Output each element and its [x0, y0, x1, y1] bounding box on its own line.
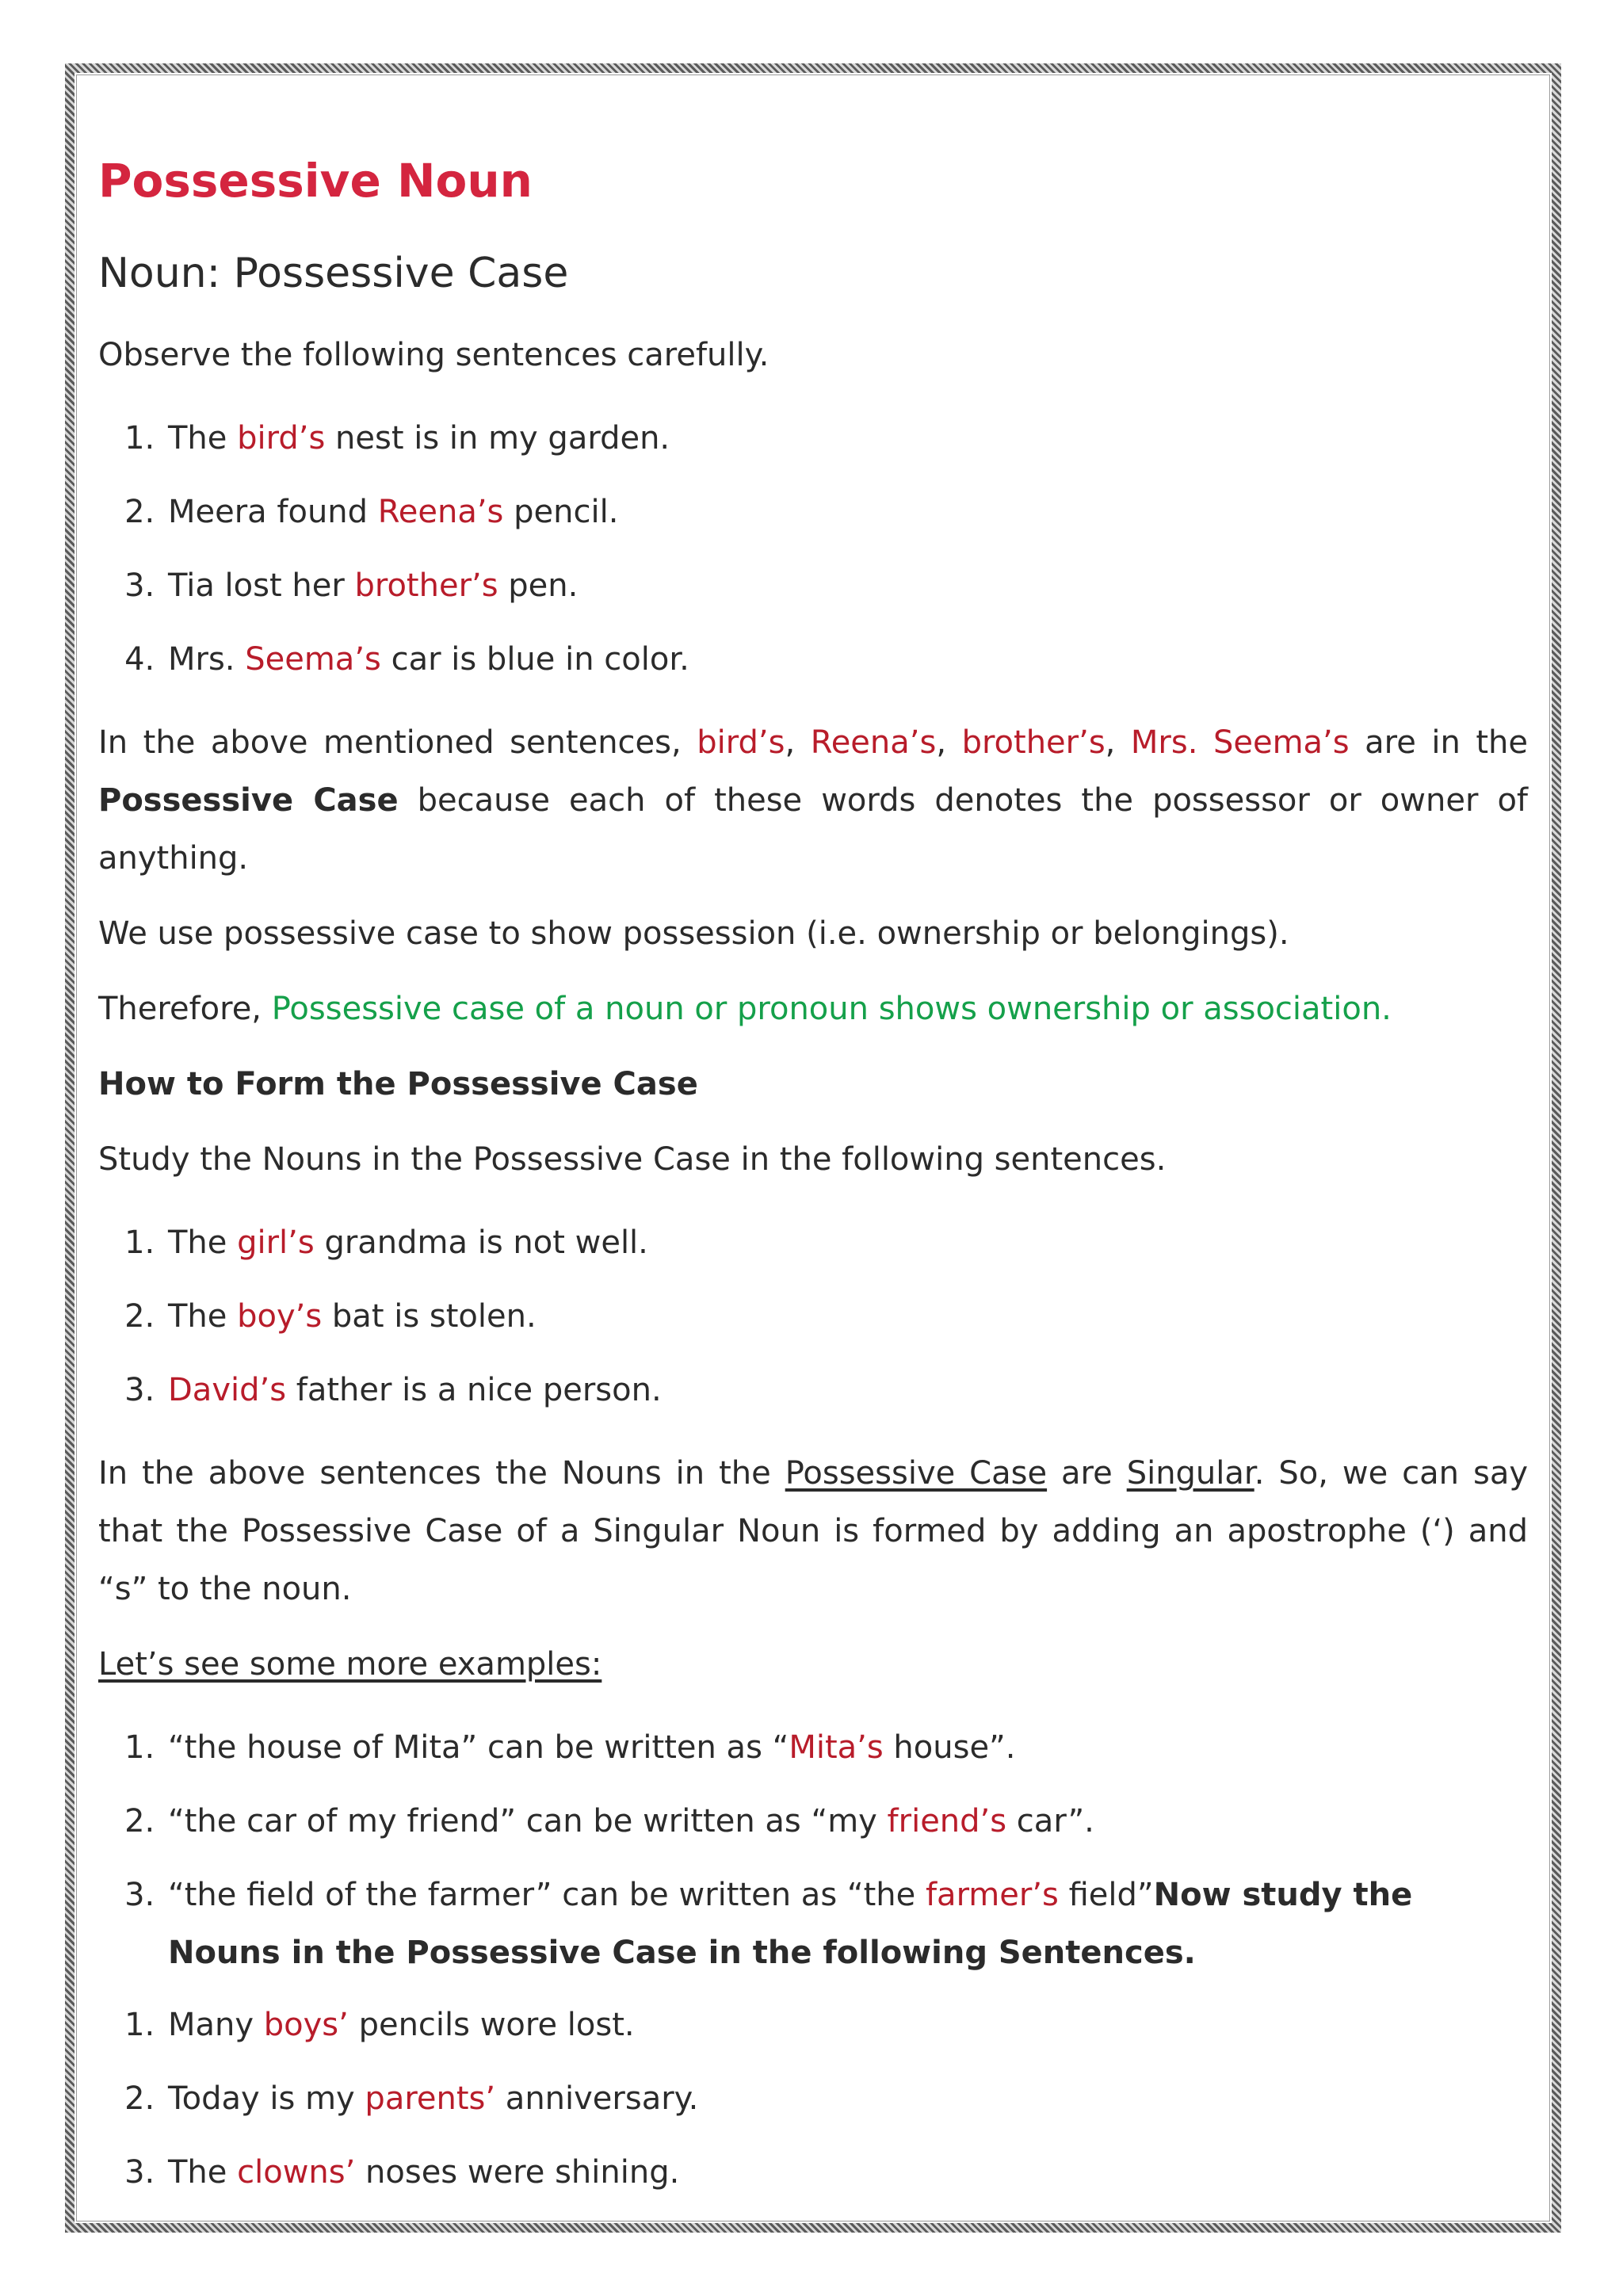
possessive-word: boys’	[263, 2007, 349, 2044]
list-item: 4. Mrs. Seema’s car is blue in color.	[165, 623, 1528, 697]
document-body	[98, 155, 1528, 2227]
example-list-4	[98, 1988, 1528, 2210]
definition-text: Possessive case of a noun or pronoun shows ownership or association.	[271, 991, 1392, 1028]
list-item: 2. Today is my parents’ anniversary.	[165, 2062, 1528, 2136]
possessive-word: friend’s	[887, 1803, 1007, 1840]
definition-paragraph: Therefore, Possessive case of a noun or pronoun shows ownership or association.	[98, 991, 1392, 1028]
list-item: 2. Meera found Reena’s pencil.	[165, 476, 1528, 549]
possessive-word: girl’s	[237, 1224, 315, 1262]
list-item: 1. The girl’s grandma is not well.	[165, 1206, 1528, 1280]
section-heading: How to Form the Possessive Case	[98, 1066, 698, 1103]
example-list-3	[98, 1711, 1528, 1982]
intro-text: Observe the following sentences carefully.	[98, 337, 769, 374]
list-item: 2. “the car of my friend” can be written as “my friend’s car”.	[165, 1785, 1528, 1859]
possessive-word: bird’s	[237, 420, 326, 457]
possessive-word: clowns’	[237, 2154, 356, 2191]
singular-rule-paragraph: In the above sentences the Nouns in the Possessive Case are Singular. So, we can say that the Possessive Case of a Singular Noun is formed by adding an apostrophe (‘) and “s” to the noun.	[98, 1455, 1529, 1608]
explanation-paragraph-2: We use possessive case to show possession (i.e. ownership or belongings).	[98, 915, 1289, 953]
possessive-word: David’s	[168, 1372, 287, 1409]
possessive-word: brother’s	[354, 567, 498, 605]
explanation-paragraph-1: In the above mentioned sentences, bird’s, Reena’s, brother’s, Mrs. Seema’s are in the Possessive Case because each of these words denotes the possessor or owner of anything.	[98, 724, 1528, 877]
list-item: 3. Tia lost her brother’s pen.	[165, 549, 1528, 623]
list-item: 3. The clowns’ noses were shining.	[165, 2136, 1528, 2210]
possessive-word: farmer’s	[925, 1877, 1059, 1914]
list-item: 3. “the field of the farmer” can be written as “the farmer’s field”Now study the Nouns in the Possessive Case in the following Sentences.	[165, 1859, 1528, 1982]
list-item: 2. The boy’s bat is stolen.	[165, 1280, 1528, 1354]
plural-study-heading: Now study the Nouns in the Possessive Case in the following Sentences.	[168, 1877, 1413, 1972]
possessive-word: Seema’s	[245, 641, 381, 678]
page-subtitle: Noun: Possessive Case	[98, 249, 569, 297]
possessive-word: boy’s	[237, 1298, 323, 1335]
study-instruction: Study the Nouns in the Possessive Case in the following sentences.	[98, 1141, 1167, 1179]
list-item: 3. David’s father is a nice person.	[165, 1354, 1528, 1427]
list-item: 1. “the house of Mita” can be written as “Mita’s house”.	[165, 1711, 1528, 1785]
possessive-word: parents’	[365, 2080, 496, 2118]
list-item: 1. The bird’s nest is in my garden.	[165, 402, 1528, 476]
example-list-2	[98, 1206, 1528, 1427]
possessive-word: Reena’s	[377, 494, 504, 531]
page-title: Possessive Noun	[98, 154, 533, 208]
examples-heading: Let’s see some more examples:	[98, 1646, 602, 1683]
example-list-1	[98, 402, 1528, 697]
list-item: 1. Many boys’ pencils wore lost.	[165, 1988, 1528, 2062]
possessive-word: Mita’s	[789, 1729, 884, 1767]
